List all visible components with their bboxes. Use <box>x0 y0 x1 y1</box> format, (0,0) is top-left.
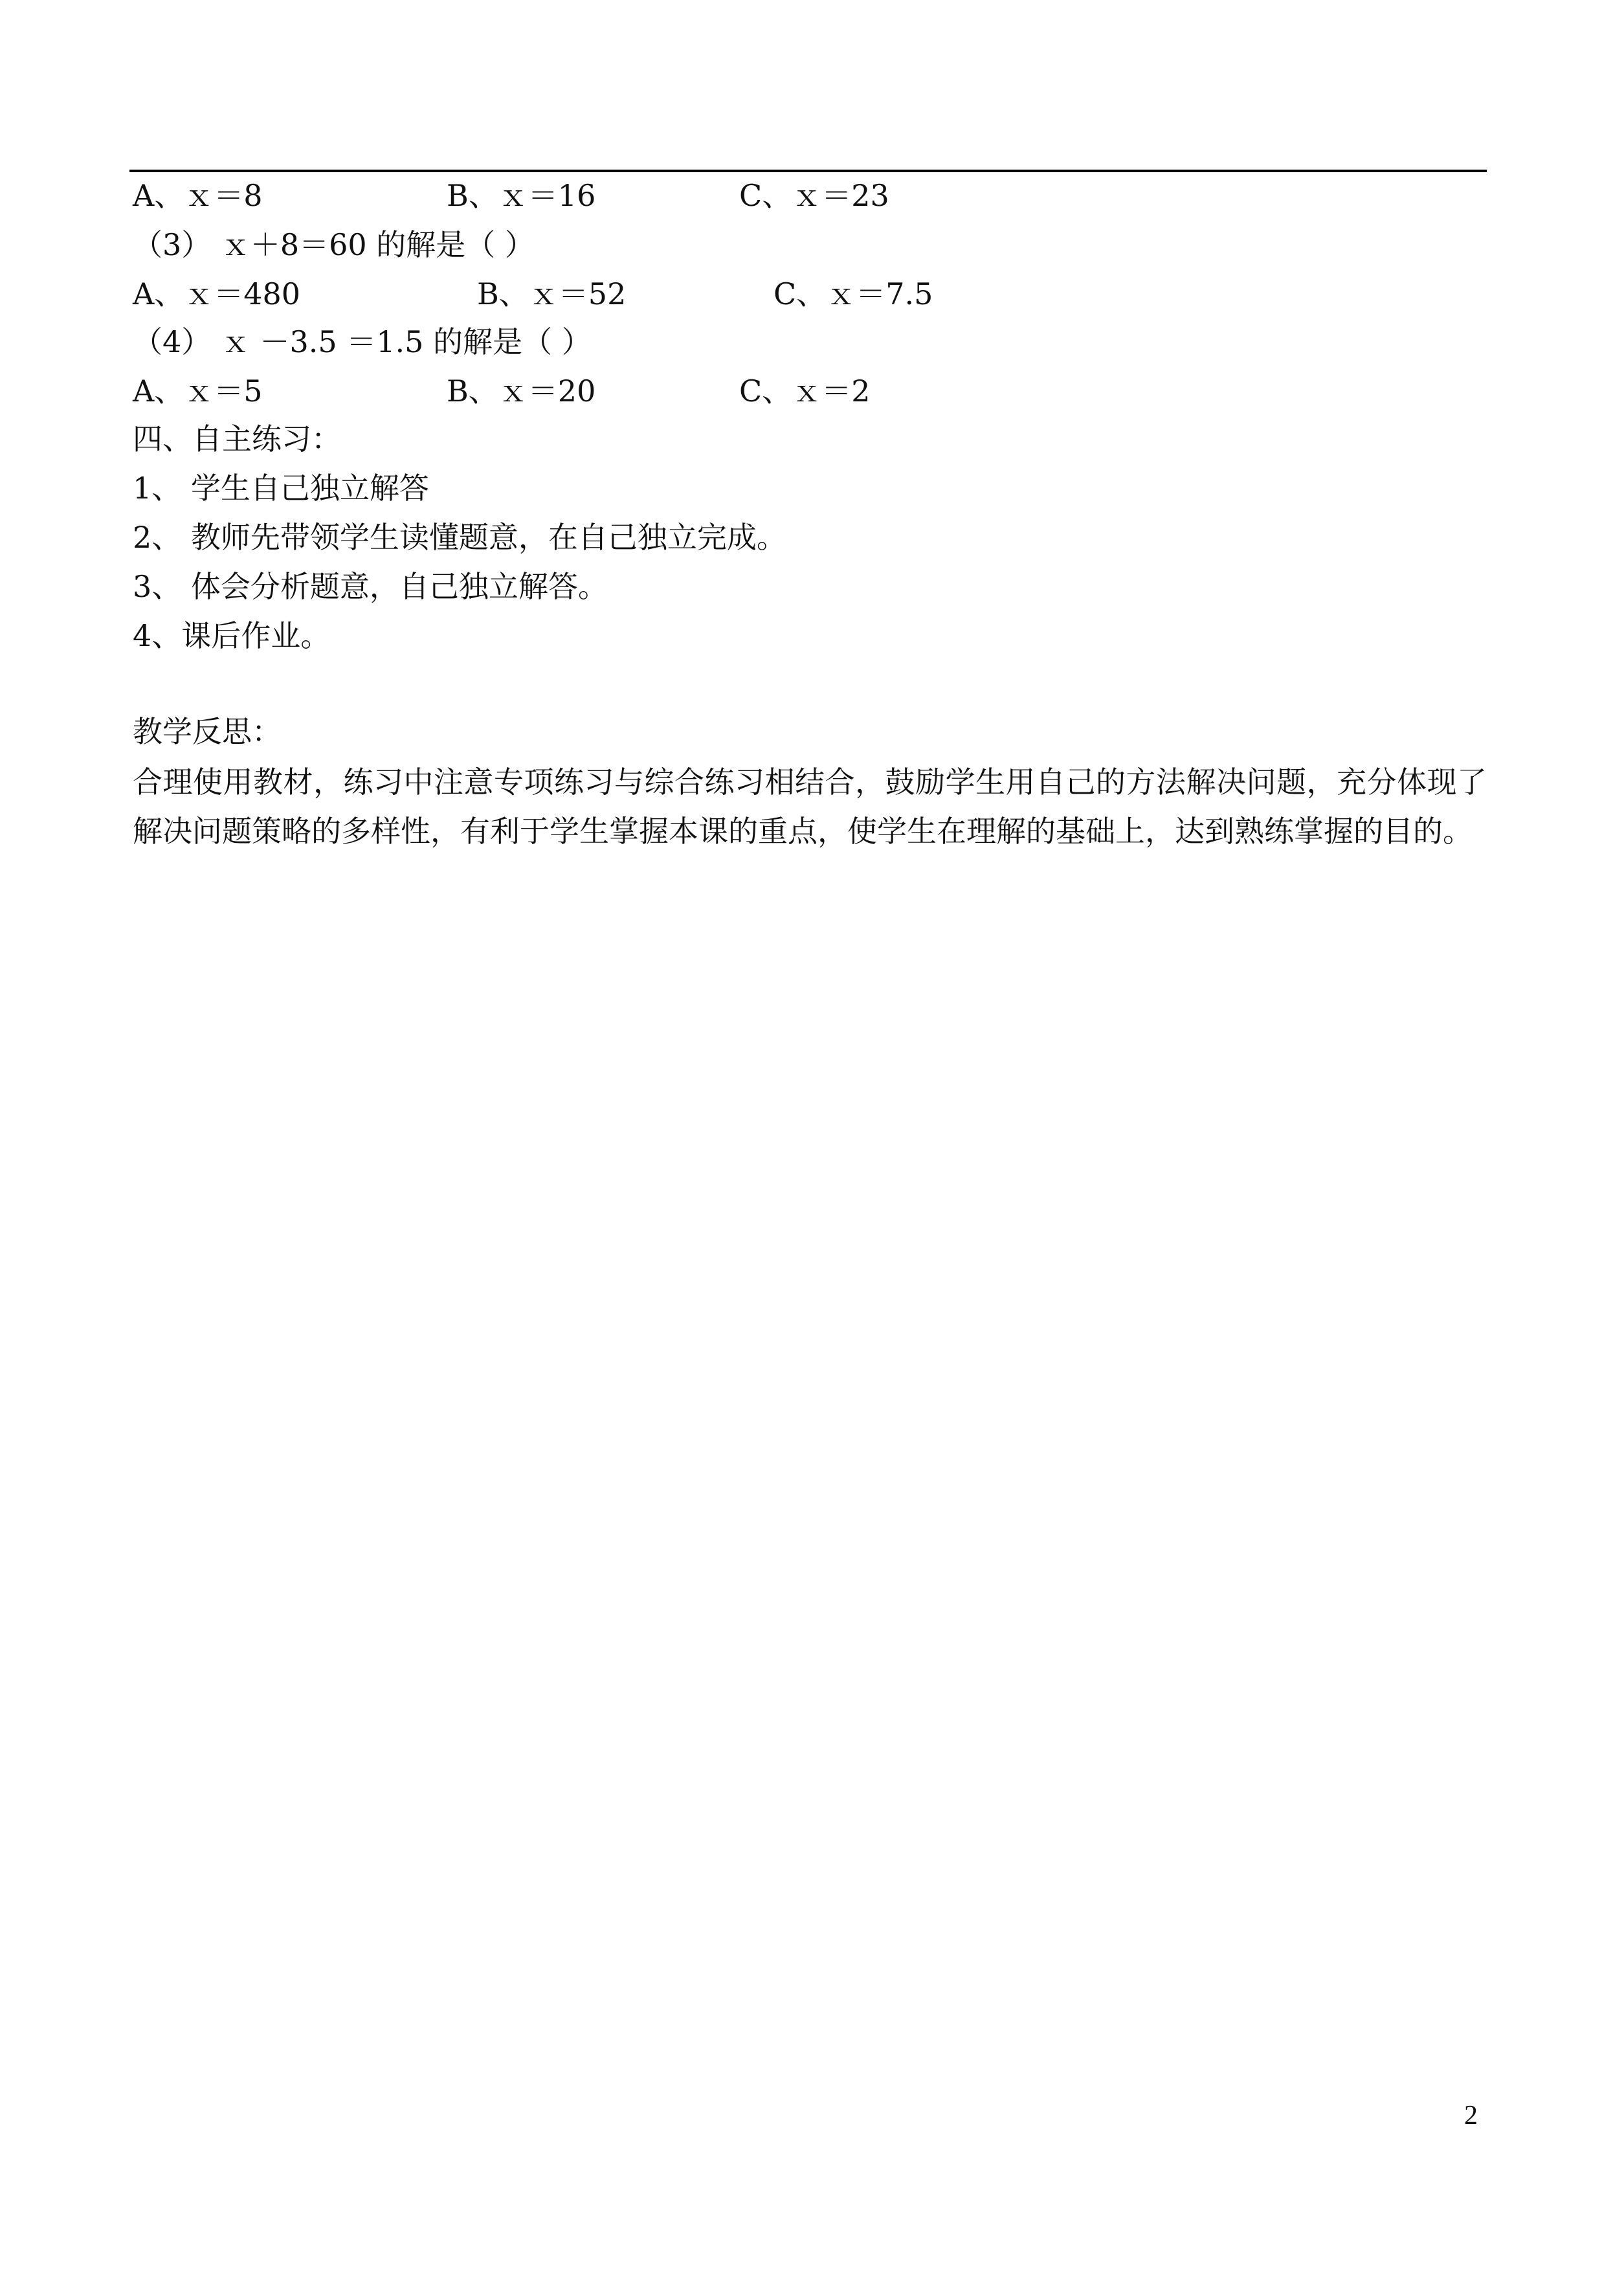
q3-option-a: A、ｘ＝480 <box>133 276 301 311</box>
section4-heading: 四、自主练习： <box>133 421 341 456</box>
reflection-heading: 教学反思： <box>133 714 282 749</box>
q2-option-a: A、ｘ＝8 <box>133 178 263 213</box>
q4-option-c: C、ｘ＝2 <box>739 374 871 408</box>
section4-item-4: 4、课后作业。 <box>133 618 331 653</box>
section4-item-2: 2、 教师先带领学生读懂题意，在自己独立完成。 <box>133 520 786 555</box>
q4-option-a: A、ｘ＝5 <box>133 374 263 408</box>
q4-stem: （4） ｘ －3.5 ＝1.5 的解是（ ） <box>133 324 592 359</box>
q3-stem: （3） ｘ＋8＝60 的解是（ ） <box>133 227 535 262</box>
q4-option-b: B、ｘ＝20 <box>447 374 596 408</box>
q2-option-c: C、ｘ＝23 <box>739 178 889 213</box>
section4-item-1: 1、 学生自己独立解答 <box>133 471 429 506</box>
q3-option-c: C、ｘ＝7.5 <box>773 276 933 311</box>
header-rule <box>129 170 1487 172</box>
q3-option-b: B、ｘ＝52 <box>477 276 627 311</box>
page-number: 2 <box>1464 2101 1478 2131</box>
reflection-body: 合理使用教材，练习中注意专项练习与综合练习相结合，鼓励学生用自己的方法解决问题，充分体现了解决问题策略的多样性，有利于学生掌握本课的重点，使学生在理解的基础上，达到熟练掌握的目的。 <box>133 765 1487 849</box>
section4-item-3: 3、 体会分析题意，自己独立解答。 <box>133 569 608 604</box>
q2-option-b: B、ｘ＝16 <box>447 178 596 213</box>
